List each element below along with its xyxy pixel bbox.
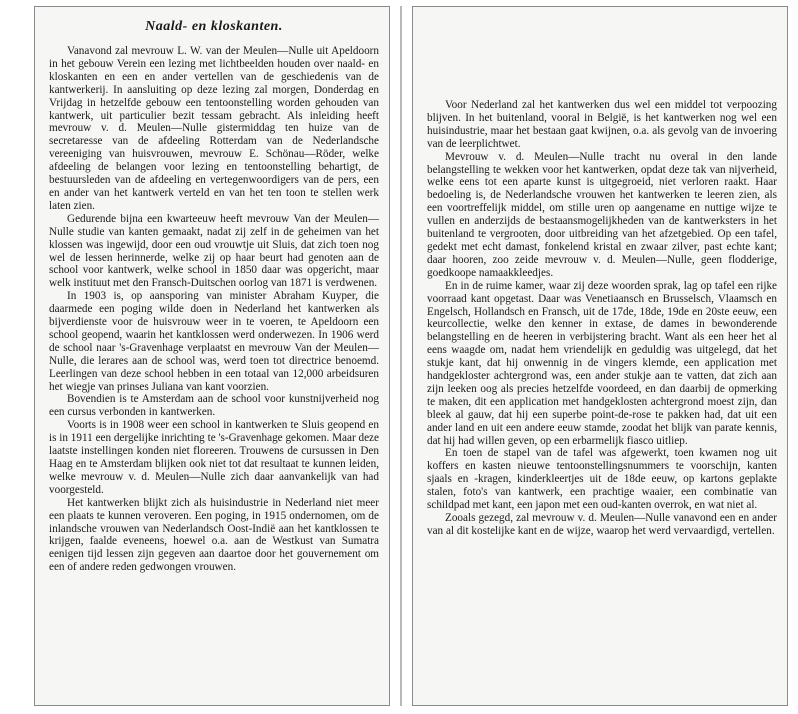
left-column-clipping xyxy=(34,6,390,706)
paragraph-right-5: Zooals gezegd, zal mevrouw v. d. Meulen—Nulle vanavond een en ander van al dit kostelijke kant en de wijze, waarop het werd vervaardigd, vertellen. xyxy=(427,512,777,537)
right-column-clipping xyxy=(412,6,788,706)
paragraph-right-1: Voor Nederland zal het kantwerken dus wel een middel tot verpoozing blijven. In het buitenland, vooral in België, is het kantwerken nog wel een huisindustrie, maar het bestaan gaat kwijnen, o.a. als gevolg van de invoering van de leerplichtwet. xyxy=(427,99,777,150)
paragraph-left-1: Vanavond zal mevrouw L. W. van der Meulen—Nulle uit Apeldoorn in het gebouw Verein een lezing met lichtbeelden houden over naald- en kloskanten en een en ander vertellen van de geschiedenis van de kantwerkerij. In aansluiting op deze lezing zal morgen, Donderdag en Vrijdag in hetzelfde gebouw een tentoonstelling worden gehouden van kantwerk, uit particulier bezit tessam gebracht. Als inleiding heeft mevrouw v. d. Meulen—Nulle gistermiddag ten huize van de secretaresse van de afdeeling Rotterdam van de Nederlandsche vereeniging van huisvrouwen, mevrouw E. Schönau—Röder, welke afdeeling de belangen voor lezing en tentoonstelling behartigt, de bestuursleden van de afdeeling en vertegenwoordigers van de pers, een en ander van het kantwerk verteld en van het ten toon te stellen werk laten zien. xyxy=(49,45,379,212)
paragraph-left-3: In 1903 is, op aansporing van minister Abraham Kuyper, die daarmede een poging wilde doen in Nederland het kantwerken als bijverdienste voor de huisvrouw weer in te voeren, te Apeldoorn een school geopend, waarin het kantklossen werd onderwezen. In 1906 werd de school naar 's-Gravenhage verplaatst en mevrouw Van der Meulen—Nulle, die lerares aan de school was, werd toen tot directrice benoemd. Leerlingen van deze school hebben in een totaal van 12,000 arbeidsuren het wiegje van prinses Juliana van kant voorzien. xyxy=(49,290,379,393)
paragraph-left-2: Gedurende bijna een kwarteeuw heeft mevrouw Van der Meulen—Nulle studie van kanten gemaakt, nadat zij zelf in de geheimen van het klossen was ingewijd, door een oud vrouwtje uit Sluis, dat zich toen nog wel de lessen herinnerde, welke zij op haar beurt had genoten aan de school voor kantwerk, welke school in 1850 daar was opgericht, maar welk instituut met den Fransch-Duitschen oorlog van 1871 is verdwenen. xyxy=(49,212,379,290)
paragraph-right-4: En toen de stapel van de tafel was afgewerkt, toen kwamen nog uit koffers en kasten nieuwe tentoonstellingsnummers te voorschijn, kanten sjaals en -kragen, kinderkleertjes uit de 18de eeuw, op kartons geplakte stalen, foto's van kantwerk, een prachtige waaier, een combinatie van schildpad met kant, een japon met een oud-kanten overrok, en wat niet al. xyxy=(427,447,777,512)
paragraph-left-6: Het kantwerken blijkt zich als huisindustrie in Nederland niet meer een plaats te kunnen veroveren. Een poging, in 1915 ondernomen, om de inlandsche vrouwen van Nederlandsch Oost-Indië aan het kantklossen te krijgen, faalde eveneens, hoewel o.a. aan de Westkust van Sumatra eenigen tijd lessen zijn gegeven aan daartoe door het gouvernement om een of andere reden gedwongen vrouwen. xyxy=(49,496,379,574)
paragraph-left-5: Voorts is in 1908 weer een school in kantwerken te Sluis geopend en is in 1911 een dergelijke inrichting te 's-Gravenhage gekomen. Maar deze laatste instellingen konden niet floreeren. Trouwens de cursussen in Den Haag en te Amsterdam blijken ook niet tot dat resultaat te kunnen leiden, welke mevrouw v. d. Meulen—Nulle zich daar aanvankelijk van had voorgesteld. xyxy=(49,419,379,496)
paragraph-right-2: Mevrouw v. d. Meulen—Nulle tracht nu overal in den lande belangstelling te wekken voor het kantwerken, opdat deze tak van nijverheid, welke eens tot een aparte kunst is uitgegroeid, niet verloren raakt. Haar bedoeling is, de Nederlandsche vrouwen het kantwerken te leeren zien, als een voortreffelijk middel, om stille uren op aangename en nuttige wijze te vullen en anderzijds de bestaansmogelijkheden van de kantwerksters in het buitenland te vergrooten, door uitbreiding van het afzetgebied. Op een tafel, gedekt met echt damast, fonkelend kristal en zwaar zilver, past echte kant; daar hooren, zoo zeide mevrouw v. d. Meulen—Nulle, geen flodderige, goedkoope namaakkleedjes. xyxy=(427,150,777,279)
article-title: Naald- en kloskanten. xyxy=(145,19,283,34)
column-divider xyxy=(400,6,402,706)
paragraph-right-3: En in de ruime kamer, waar zij deze woorden sprak, lag op tafel een rijke voorraad kant opgetast. Daar was Venetiaansch en Brusselsch, Vlaamsch en Engelsch, Hollandsch en Fransch, uit de 17de, 18de, 19de en 20ste eeuw, een keurcollectie, welke den kenner in extase, de dames in bewonderende belangstelling en de heeren in verbijstering bracht. Want als een heer het al eens waagde om, nadat hem vriendelijk en geduldig was uitgelegd, dat het stukje kant, dat hij onwennig in de vingers klemde, een application met handgekloster achtergrond was, een ander stukje aan te vatten, dat zich aan zijn leeken oog als precies hetzelfde voordeed, en dan daarbij de opmerking te maken, dit een application met handgeklosten achtergrond moest zijn, dan bleek al gauw, dat hij een superbe point-de-rose te pakken had, dat uit een ander land en uit een andere eeuw stamde, zoodat het blijk van parate kennis, dat hij had willen geven, op een erbarmelijk fiasco uitliep. xyxy=(427,279,777,447)
paragraph-left-4: Bovendien is te Amsterdam aan de school voor kunstnijverheid nog een cursus verbonden in kantwerken. xyxy=(49,393,379,419)
